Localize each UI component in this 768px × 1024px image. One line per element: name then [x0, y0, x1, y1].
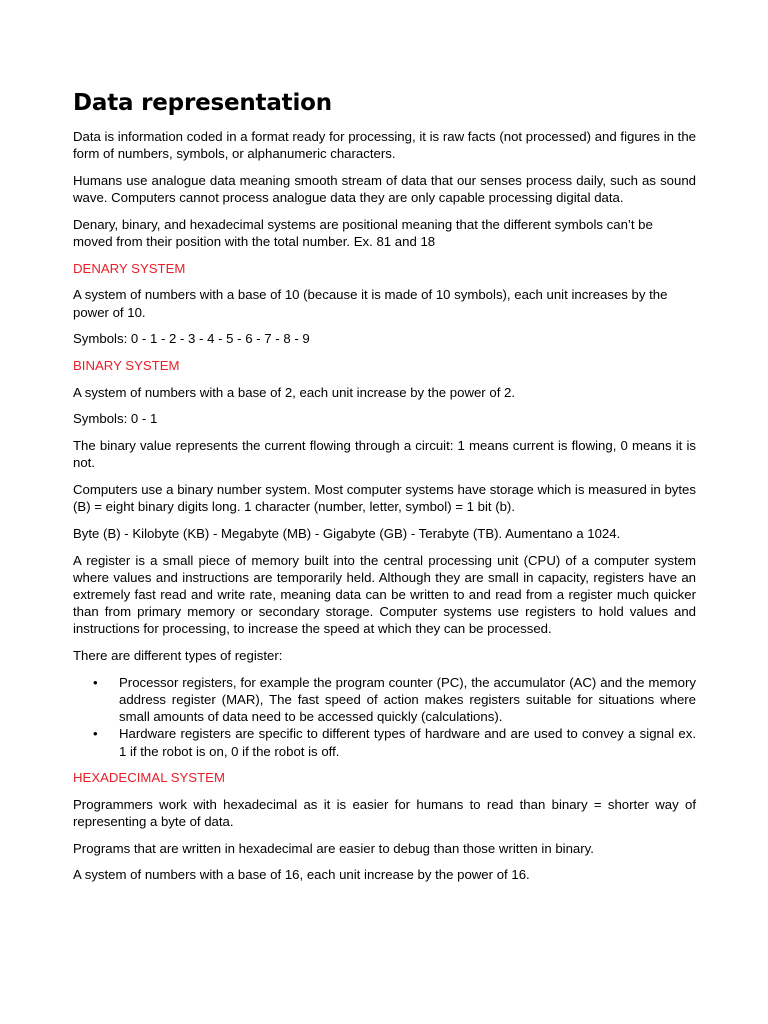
list-item-text: Hardware registers are specific to different types of hardware and are used to convey a signal ex. 1 if the robot is on, 0 if the robot is off. [119, 726, 696, 759]
denary-heading: DENARY SYSTEM [73, 260, 186, 276]
binary-symbols: Symbols: 0 - 1 [73, 411, 158, 427]
hexadecimal-heading: HEXADECIMAL SYSTEM [73, 769, 225, 785]
binary-heading: BINARY SYSTEM [73, 358, 180, 374]
binary-paragraph-storage: Computers use a binary number system. Most computer systems have storage which is measured in bytes (B) = eight binary digits long. 1 character (number, letter, symbol) = 1 bit (b). [73, 482, 696, 515]
binary-paragraph-1: A system of numbers with a base of 2, each unit increase by the power of 2. [73, 384, 516, 400]
denary-paragraph-1: A system of numbers with a base of 10 (because it is made of 10 symbols), each unit increases by the power of 10. [73, 287, 668, 320]
intro-paragraph-3: Denary, binary, and hexadecimal systems are positional meaning that the different symbols can’t be moved from their position with the total number. Ex. 81 and 18 [73, 216, 653, 250]
hexadecimal-paragraph-2: Programs that are written in hexadecimal are easier to debug than those written in binary. [73, 840, 594, 856]
register-types-list [73, 674, 696, 760]
bullet-icon: • [93, 726, 98, 742]
intro-paragraph-2: Humans use analogue data meaning smooth stream of data that our senses process daily, such as sound wave. Computers cannot process analogue data they are only capable processing digital data. [73, 172, 696, 206]
page-title: Data representation [73, 90, 332, 116]
denary-symbols: Symbols: 0 - 1 - 2 - 3 - 4 - 5 - 6 - 7 - 8 - 9 [73, 331, 310, 347]
binary-paragraph-current: The binary value represents the current flowing through a circuit: 1 means current is flowing, 0 means it is not. [73, 438, 696, 471]
hexadecimal-paragraph-3: A system of numbers with a base of 16, each unit increase by the power of 16. [73, 867, 530, 883]
document-page [73, 88, 696, 893]
binary-paragraph-units: Byte (B) - Kilobyte (KB) - Megabyte (MB) - Gigabyte (GB) - Terabyte (TB). Aumentano a 1024. [73, 525, 621, 541]
list-item [73, 674, 696, 726]
bullet-icon: • [93, 674, 98, 690]
binary-paragraph-register-types: There are different types of register: [73, 648, 283, 664]
intro-paragraph-1: Data is information coded in a format ready for processing, it is raw facts (not processed) and figures in the form of numbers, symbols, or alphanumeric characters. [73, 129, 696, 162]
list-item-text: Processor registers, for example the program counter (PC), the accumulator (AC) and the memory address register (MAR), The fast speed of action makes registers suitable for situations where small amounts of data need to be accessed quickly (calculations). [119, 674, 696, 725]
binary-paragraph-register: A register is a small piece of memory built into the central processing unit (CPU) of a computer system where values and instructions are temporarily held. Although they are small in capacity, registers have an extremely fast read and write rate, meaning data can be written to and read from a register much quicker than from primary memory or secondary storage. Computer systems use registers to hold values and instructions for processing, to increase the speed at which they can be processed. [73, 552, 696, 637]
hexadecimal-paragraph-1: Programmers work with hexadecimal as it is easier for humans to read than binary = shorter way of representing a byte of data. [73, 796, 696, 829]
list-item [73, 725, 696, 759]
